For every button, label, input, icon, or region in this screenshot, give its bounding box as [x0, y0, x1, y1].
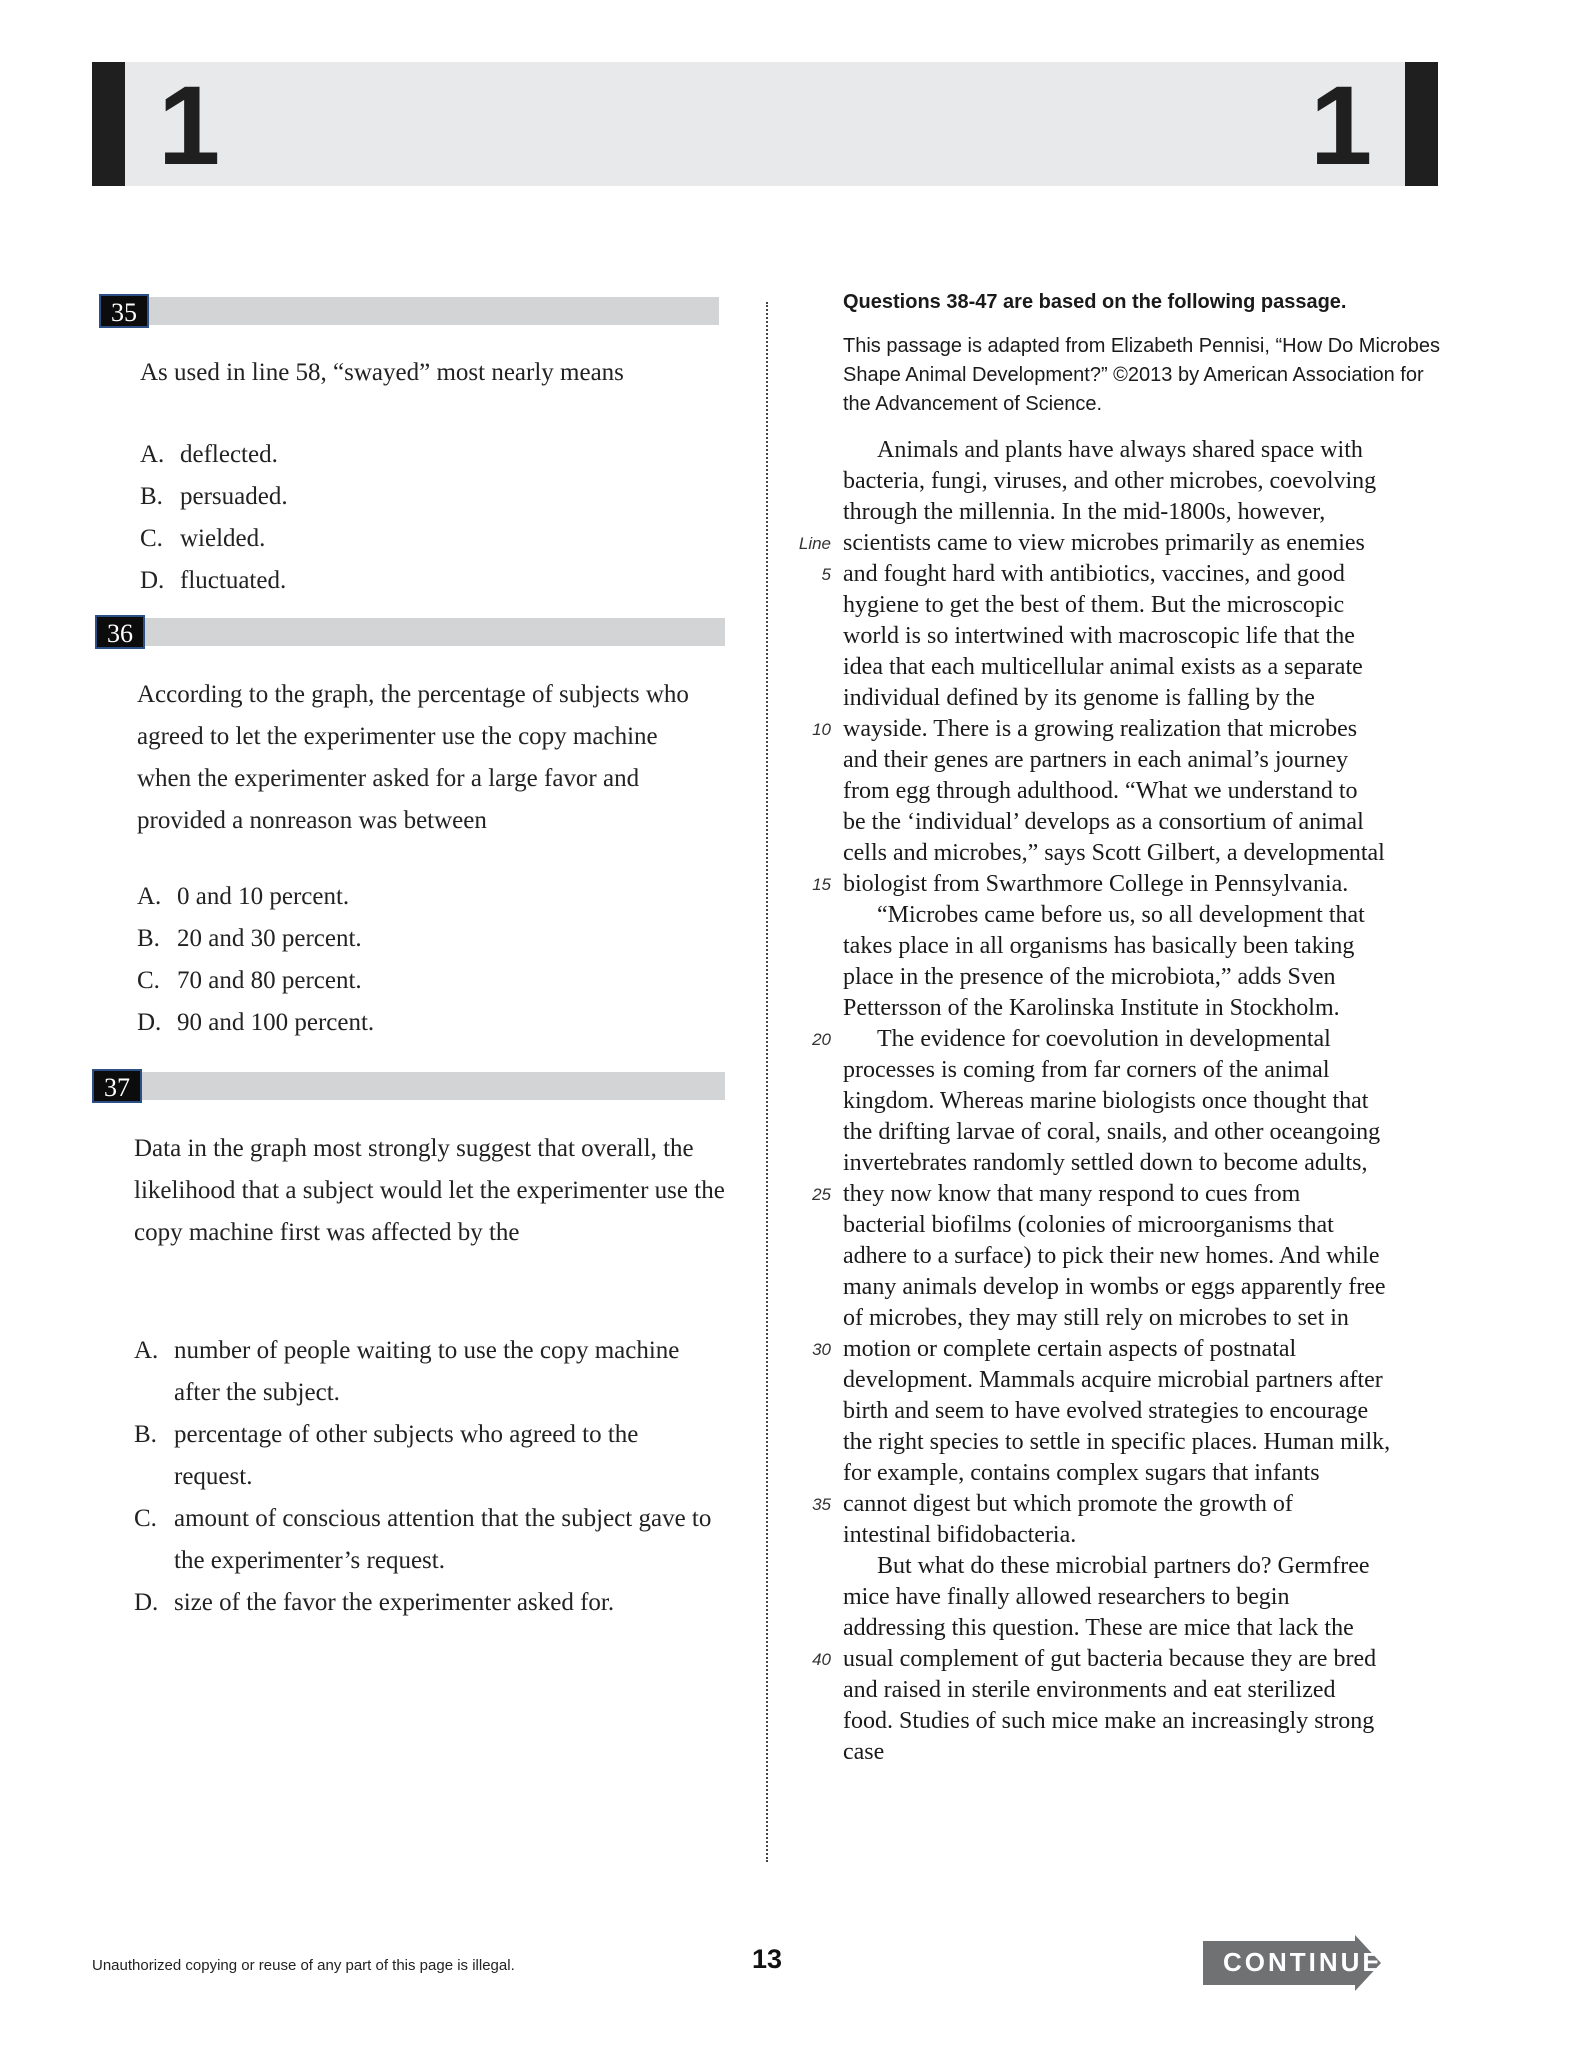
passage-line: [843, 1117, 1463, 1148]
passage-line-text: case: [843, 1739, 885, 1765]
question-number: 37: [92, 1069, 142, 1103]
passage-line-text: bacteria, fungi, viruses, and other microbes, coevolving: [843, 468, 1377, 494]
choice-letter: B.: [137, 925, 160, 952]
passage-line-text: idea that each multicellular animal exists as a separate: [843, 654, 1363, 680]
choice-b[interactable]: [137, 918, 737, 960]
question-36-choices: [137, 876, 737, 1044]
choice-text: 0 and 10 percent.: [177, 883, 350, 910]
choice-b[interactable]: [140, 476, 740, 518]
passage-line-text: cannot digest but which promote the growth of: [843, 1491, 1293, 1517]
passage-line-text: for example, contains complex sugars that infants: [843, 1460, 1320, 1486]
passage-line: [843, 1365, 1463, 1396]
passage-line: [843, 1303, 1463, 1334]
choice-letter: C.: [140, 525, 163, 552]
passage-intro: Questions 38-47 are based on the following passage.: [843, 291, 1347, 313]
passage-line-text: and raised in sterile environments and eat sterilized: [843, 1677, 1336, 1703]
choice-text: size of the favor the experimenter asked for.: [174, 1589, 615, 1616]
question-35-header: [99, 294, 719, 327]
choice-c[interactable]: [134, 1498, 714, 1582]
passage-line: [843, 1396, 1463, 1427]
passage-line: [843, 1706, 1463, 1737]
choice-a[interactable]: [140, 434, 740, 476]
question-37-stem: Data in the graph most strongly suggest that overall, the likelihood that a subject would let the experimenter use the copy machine first was affected by the: [134, 1135, 725, 1246]
passage-line-text: invertebrates randomly settled down to become adults,: [843, 1150, 1368, 1176]
question-number: 36: [95, 615, 145, 649]
choice-letter: A.: [140, 441, 165, 468]
passage-line-text: adhere to a surface) to pick their new homes. And while: [843, 1243, 1380, 1269]
question-35-stem: As used in line 58, “swayed” most nearly means: [140, 359, 624, 386]
line-number: 15: [812, 875, 831, 894]
passage-line-text: addressing this question. These are mice that lack the: [843, 1615, 1354, 1641]
choice-letter: D.: [140, 567, 165, 594]
section-number-right: 1: [1310, 63, 1373, 188]
passage-line-text: hygiene to get the best of them. But the microscopic: [843, 592, 1345, 618]
passage-line: [843, 931, 1463, 962]
section-number-left: 1: [158, 63, 221, 188]
passage-line-text: biologist from Swarthmore College in Pennsylvania.: [843, 871, 1349, 897]
passage-line: [843, 435, 1463, 466]
passage-line: [843, 1086, 1463, 1117]
passage-line: [812, 1179, 1463, 1210]
passage-line-text: birth and seem to have evolved strategies to encourage: [843, 1398, 1369, 1424]
choice-text: amount of conscious attention that the subject gave to the experimenter’s request.: [174, 1505, 712, 1574]
passage-line-text: place in the presence of the microbiota,” adds Sven: [843, 964, 1336, 990]
passage-line-text: motion or complete certain aspects of postnatal: [843, 1336, 1297, 1362]
passage-line: [843, 745, 1463, 776]
passage-line: [843, 993, 1463, 1024]
passage-line-text: processes is coming from far corners of the animal: [843, 1057, 1330, 1083]
question-header-bar: [145, 618, 725, 646]
choice-text: 90 and 100 percent.: [177, 1009, 375, 1036]
question-36-header: [95, 615, 725, 648]
passage-line: [843, 621, 1463, 652]
choice-text: persuaded.: [180, 483, 288, 510]
passage-line: [843, 962, 1463, 993]
passage-line: [843, 1210, 1463, 1241]
choice-letter: B.: [134, 1421, 157, 1448]
question-header-bar: [149, 297, 719, 325]
line-number: 10: [812, 720, 831, 739]
passage-line-text: the right species to settle in specific places. Human milk,: [843, 1429, 1391, 1455]
passage-line-text: through the millennia. In the mid-1800s, however,: [843, 499, 1326, 525]
passage-line: [812, 1644, 1463, 1675]
passage-line-text: scientists came to view microbes primarily as enemies: [843, 530, 1365, 556]
passage-line: [843, 1582, 1463, 1613]
passage-line: [812, 714, 1463, 745]
choice-letter: D.: [134, 1589, 159, 1616]
line-number: 35: [812, 1495, 831, 1514]
passage-line: [843, 1241, 1463, 1272]
passage-line-text: from egg through adulthood. “What we understand to: [843, 778, 1358, 804]
choice-letter: C.: [137, 967, 160, 994]
passage-line-text: intestinal bifidobacteria.: [843, 1522, 1077, 1548]
passage-line: [812, 1489, 1463, 1520]
choice-text: number of people waiting to use the copy machine after the subject.: [174, 1337, 680, 1406]
continue-label: CONTINUE: [1223, 1947, 1383, 1977]
page-number: 13: [752, 1944, 783, 1974]
passage-line: [843, 1427, 1463, 1458]
choice-b[interactable]: [134, 1414, 714, 1498]
line-number: 30: [812, 1340, 831, 1359]
passage-line: [843, 1520, 1463, 1551]
passage-line: [843, 1272, 1463, 1303]
choice-text: 70 and 80 percent.: [177, 967, 362, 994]
passage-line-text: individual defined by its genome is falling by the: [843, 685, 1315, 711]
choice-text: percentage of other subjects who agreed to the request.: [174, 1421, 639, 1490]
section-header-right-bar: [1405, 62, 1438, 186]
passage-line: [843, 652, 1463, 683]
passage-line-text: Pettersson of the Karolinska Institute in Stockholm.: [843, 995, 1340, 1021]
passage-line-text: cells and microbes,” says Scott Gilbert, a developmental: [843, 840, 1385, 866]
passage-line-text: The evidence for coevolution in developmental: [877, 1026, 1331, 1052]
question-number: 35: [99, 294, 149, 328]
passage-line-text: many animals develop in wombs or eggs apparently free: [843, 1274, 1386, 1300]
passage-body: [798, 435, 1463, 1768]
choice-text: wielded.: [180, 525, 266, 552]
question-header-bar: [142, 1072, 725, 1100]
passage-line: [843, 1737, 1463, 1768]
passage-line: [843, 466, 1463, 497]
passage-line: [843, 807, 1463, 838]
passage-line: [798, 528, 1463, 559]
passage-line-text: they now know that many respond to cues from: [843, 1181, 1301, 1207]
passage-line: [843, 1055, 1463, 1086]
passage-line-text: kingdom. Whereas marine biologists once thought that: [843, 1088, 1369, 1114]
passage-line: [812, 869, 1463, 900]
choice-c[interactable]: [137, 960, 737, 1002]
choice-a[interactable]: [134, 1330, 714, 1414]
passage-line: [843, 900, 1463, 931]
choice-text: 20 and 30 percent.: [177, 925, 362, 952]
passage-source: This passage is adapted from Elizabeth Pennisi, “How Do Microbes Shape Animal Development?” ©2013 by American Association for the Advancement of Science.: [843, 335, 1440, 415]
continue-button[interactable]: [1203, 1935, 1381, 1991]
passage-line-text: bacterial biofilms (colonies of microorganisms that: [843, 1212, 1334, 1238]
line-number: 25: [812, 1185, 831, 1204]
passage-line-text: usual complement of gut bacteria because they are bred: [843, 1646, 1377, 1672]
column-divider: [766, 302, 768, 1862]
choice-c[interactable]: [140, 518, 740, 560]
line-number: Line: [798, 534, 831, 553]
passage-line: [821, 559, 1463, 590]
passage-line-text: Animals and plants have always shared space with: [877, 437, 1363, 463]
line-number: 40: [812, 1650, 831, 1669]
choice-letter: C.: [134, 1505, 157, 1532]
choice-d[interactable]: [137, 1002, 737, 1044]
passage-line: [843, 1458, 1463, 1489]
copyright-notice: Unauthorized copying or reuse of any part of this page is illegal.: [92, 1957, 515, 1974]
choice-letter: D.: [137, 1009, 162, 1036]
choice-letter: B.: [140, 483, 163, 510]
line-number: 5: [821, 565, 831, 584]
passage-line-text: food. Studies of such mice make an increasingly strong: [843, 1708, 1375, 1734]
passage-line: [843, 590, 1463, 621]
choice-text: deflected.: [180, 441, 278, 468]
section-header-left-bar: [92, 62, 125, 186]
choice-d[interactable]: [140, 560, 740, 602]
passage-line: [843, 838, 1463, 869]
question-37-choices: [134, 1330, 714, 1624]
passage-line-text: the drifting larvae of coral, snails, and other oceangoing: [843, 1119, 1381, 1145]
passage-line: [843, 1551, 1463, 1582]
passage-line: [843, 776, 1463, 807]
passage-line-text: takes place in all organisms has basically been taking: [843, 933, 1355, 959]
question-35-choices: [140, 434, 740, 602]
choice-text: fluctuated.: [180, 567, 287, 594]
section-header-band: [92, 62, 1438, 186]
passage-line-text: “Microbes came before us, so all development that: [877, 902, 1365, 928]
passage-line: [843, 497, 1463, 528]
passage-line: [843, 1148, 1463, 1179]
passage-line-text: of microbes, they may still rely on microbes to set in: [843, 1305, 1349, 1331]
passage-line-text: and fought hard with antibiotics, vaccines, and good: [843, 561, 1345, 587]
choice-letter: A.: [134, 1337, 159, 1364]
passage-line-text: wayside. There is a growing realization that microbes: [843, 716, 1358, 742]
choice-d[interactable]: [134, 1582, 714, 1624]
passage-line: [843, 1613, 1463, 1644]
passage-line: [843, 683, 1463, 714]
passage-line-text: and their genes are partners in each animal’s journey: [843, 747, 1349, 773]
question-36-stem: According to the graph, the percentage of subjects who agreed to let the experimenter use the copy machine when the experimenter asked for a large favor and provided a nonreason was between: [137, 681, 689, 834]
passage-line-text: be the ‘individual’ develops as a consortium of animal: [843, 809, 1364, 835]
line-number: 20: [812, 1030, 831, 1049]
choice-a[interactable]: [137, 876, 737, 918]
passage-line: [812, 1024, 1463, 1055]
question-37-header: [92, 1069, 725, 1102]
passage-line-text: mice have finally allowed researchers to begin: [843, 1584, 1290, 1610]
passage-line-text: development. Mammals acquire microbial partners after: [843, 1367, 1383, 1393]
passage-line: [812, 1334, 1463, 1365]
passage-line-text: world is so intertwined with macroscopic life that the: [843, 623, 1355, 649]
passage-line-text: But what do these microbial partners do? Germfree: [877, 1553, 1370, 1579]
choice-letter: A.: [137, 883, 162, 910]
passage-line: [843, 1675, 1463, 1706]
